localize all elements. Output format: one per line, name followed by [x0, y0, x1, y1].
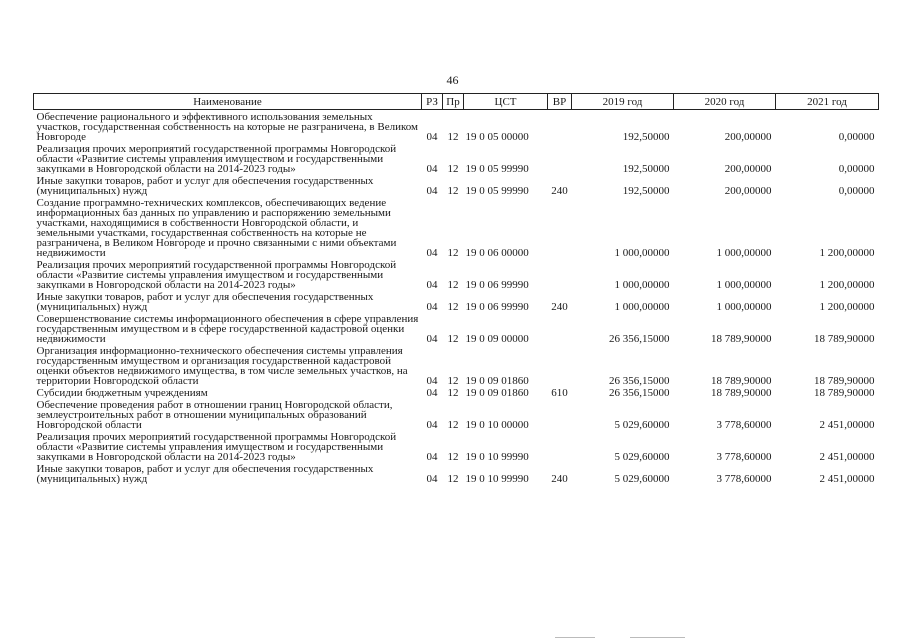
cell-2020: 18 789,90000	[711, 333, 772, 344]
cell-cst: 19 0 10 99990	[465, 473, 529, 484]
cell-name: Совершенствование системы информационного обеспечения в сфере управления государственным имуществом и в сфере государственной кадастровой оценки недвижимости	[36, 313, 419, 344]
cell-cst: 19 0 10 99990	[465, 451, 529, 462]
cell-cst: 19 0 06 99990	[465, 279, 529, 290]
cell-2019: 192,50000	[622, 163, 670, 174]
cell-2019: 26 356,15000	[609, 387, 670, 398]
header-2019: 2019 год	[572, 94, 674, 110]
cell-vr	[548, 110, 572, 143]
cell-name: Реализация прочих мероприятий государственной программы Новгородской области «Развитие системы управления имуществом и государственными закупками в Новгородской области на 2014-2023 годы»	[36, 431, 397, 462]
cell-name: Иные закупки товаров, работ и услуг для обеспечения государственных (муниципальных) нужд	[36, 463, 374, 484]
cell-cst: 19 0 09 01860	[465, 387, 529, 398]
cell-2020: 200,00000	[724, 185, 772, 196]
cell-2019: 1 000,00000	[614, 301, 670, 312]
cell-2021: 1 200,00000	[819, 301, 875, 312]
header-2021: 2021 год	[776, 94, 879, 110]
cell-name: Создание программно-технических комплексов, обеспечивающих ведение информационных баз данных по управлению и распоряжению земельными участками, находящимися в собственности Новгородской области, и земельными участками, государственная собственность на которые не разграничена, в Великом Новгороде и прочно связанными с ними объектами недвижимости	[36, 197, 397, 258]
cell-pr: 12	[447, 131, 459, 142]
header-2020: 2020 год	[674, 94, 776, 110]
cell-2019: 192,50000	[622, 185, 670, 196]
cell-rz: 04	[426, 301, 438, 312]
cell-vr	[548, 430, 572, 462]
cell-2021: 18 789,90000	[814, 387, 875, 398]
cell-2019: 1 000,00000	[614, 279, 670, 290]
cell-cst: 19 0 10 00000	[465, 419, 529, 430]
cell-2021: 2 451,00000	[819, 473, 875, 484]
cell-rz: 04	[426, 419, 438, 430]
cell-2019: 26 356,15000	[609, 333, 670, 344]
cell-2019: 5 029,60000	[614, 419, 670, 430]
cell-2019: 1 000,00000	[614, 247, 670, 258]
cell-cst: 19 0 05 99990	[465, 185, 529, 196]
cell-pr: 12	[447, 163, 459, 174]
cell-pr: 12	[447, 473, 459, 484]
cell-rz: 04	[426, 163, 438, 174]
cell-name: Иные закупки товаров, работ и услуг для обеспечения государственных (муниципальных) нужд	[36, 175, 374, 196]
cell-pr: 12	[447, 387, 459, 398]
cell-name: Реализация прочих мероприятий государственной программы Новгородской области «Развитие системы управления имуществом и государственными закупками в Новгородской области на 2014-2023 годы»	[36, 143, 397, 174]
cell-vr	[548, 142, 572, 174]
cell-cst: 19 0 05 00000	[465, 131, 529, 142]
header-vr: ВР	[548, 94, 572, 110]
cell-vr	[548, 196, 572, 258]
cell-2020: 1 000,00000	[716, 247, 772, 258]
cell-rz: 04	[426, 279, 438, 290]
cell-rz: 04	[426, 473, 438, 484]
cell-2021: 0,00000	[838, 163, 875, 174]
cell-name: Обеспечение рационального и эффективного использования земельных участков, государственная собственность на которые не разграничена, в Великом Новгороде	[36, 111, 418, 142]
cell-2020: 200,00000	[724, 163, 772, 174]
cell-2020: 1 000,00000	[716, 279, 772, 290]
cell-name: Субсидии бюджетным учреждениям	[36, 387, 208, 398]
cell-vr: 240	[551, 473, 568, 484]
table-row	[34, 430, 879, 462]
cell-pr: 12	[447, 185, 459, 196]
header-row	[34, 94, 879, 110]
cell-2020: 3 778,60000	[716, 451, 772, 462]
cell-name: Иные закупки товаров, работ и услуг для обеспечения государственных (муниципальных) нужд	[36, 291, 374, 312]
cell-2020: 1 000,00000	[716, 301, 772, 312]
cell-2021: 0,00000	[838, 131, 875, 142]
cell-2021: 0,00000	[838, 185, 875, 196]
cell-pr: 12	[447, 375, 459, 386]
cell-vr: 240	[551, 185, 568, 196]
cell-pr: 12	[447, 247, 459, 258]
cell-2021: 2 451,00000	[819, 419, 875, 430]
table-row	[34, 386, 879, 398]
table-row	[34, 110, 879, 143]
cell-2019: 5 029,60000	[614, 473, 670, 484]
cell-2019: 192,50000	[622, 131, 670, 142]
cell-rz: 04	[426, 185, 438, 196]
cell-vr	[548, 344, 572, 386]
header-cst: ЦСТ	[464, 94, 548, 110]
header-pr: Пр	[443, 94, 464, 110]
cell-2020: 200,00000	[724, 131, 772, 142]
cell-2021: 1 200,00000	[819, 247, 875, 258]
page-number: 46	[446, 73, 459, 87]
cell-pr: 12	[447, 419, 459, 430]
cell-cst: 19 0 09 01860	[465, 375, 529, 386]
cell-pr: 12	[447, 279, 459, 290]
cell-rz: 04	[426, 131, 438, 142]
table-row	[34, 344, 879, 386]
cell-rz: 04	[426, 375, 438, 386]
cell-pr: 12	[447, 333, 459, 344]
table-row	[34, 196, 879, 258]
header-name: Наименование	[34, 94, 422, 110]
cell-2020: 18 789,90000	[711, 375, 772, 386]
scan-edge-mark	[630, 637, 685, 638]
cell-name: Реализация прочих мероприятий государственной программы Новгородской области «Развитие системы управления имуществом и государственными закупками в Новгородской области на 2014-2023 годы»	[36, 259, 397, 290]
cell-2021: 2 451,00000	[819, 451, 875, 462]
cell-vr	[548, 258, 572, 290]
cell-vr: 240	[551, 301, 568, 312]
budget-table	[33, 93, 879, 484]
cell-2021: 1 200,00000	[819, 279, 875, 290]
cell-cst: 19 0 06 00000	[465, 247, 529, 258]
cell-2020: 3 778,60000	[716, 473, 772, 484]
cell-rz: 04	[426, 247, 438, 258]
cell-cst: 19 0 09 00000	[465, 333, 529, 344]
cell-2021: 18 789,90000	[814, 375, 875, 386]
cell-name: Обеспечение проведения работ в отношении границ Новгородской области, землеустроительных работ в отношении муниципальных образований Новгородской области	[36, 399, 393, 430]
scan-edge-mark	[555, 637, 595, 638]
table-body	[34, 110, 879, 485]
table-row	[34, 312, 879, 344]
cell-pr: 12	[447, 451, 459, 462]
cell-cst: 19 0 06 99990	[465, 301, 529, 312]
cell-cst: 19 0 05 99990	[465, 163, 529, 174]
table-row	[34, 290, 879, 312]
table-row	[34, 398, 879, 430]
header-rz: РЗ	[422, 94, 443, 110]
table-row	[34, 142, 879, 174]
cell-2020: 3 778,60000	[716, 419, 772, 430]
table-row	[34, 258, 879, 290]
cell-name: Организация информационно-технического обеспечения системы управления государственным имуществом и организация государственной кадастровой оценки объектов недвижимого имущества, в том числе земельных участков, на территории Новгородской области	[36, 345, 408, 386]
table-row	[34, 462, 879, 484]
cell-rz: 04	[426, 387, 438, 398]
cell-rz: 04	[426, 451, 438, 462]
cell-rz: 04	[426, 333, 438, 344]
cell-2019: 5 029,60000	[614, 451, 670, 462]
table-header	[34, 94, 879, 110]
cell-vr: 610	[551, 387, 568, 398]
table-row	[34, 174, 879, 196]
cell-vr	[548, 398, 572, 430]
cell-2019: 26 356,15000	[609, 375, 670, 386]
cell-vr	[548, 312, 572, 344]
cell-pr: 12	[447, 301, 459, 312]
cell-2021: 18 789,90000	[814, 333, 875, 344]
cell-2020: 18 789,90000	[711, 387, 772, 398]
